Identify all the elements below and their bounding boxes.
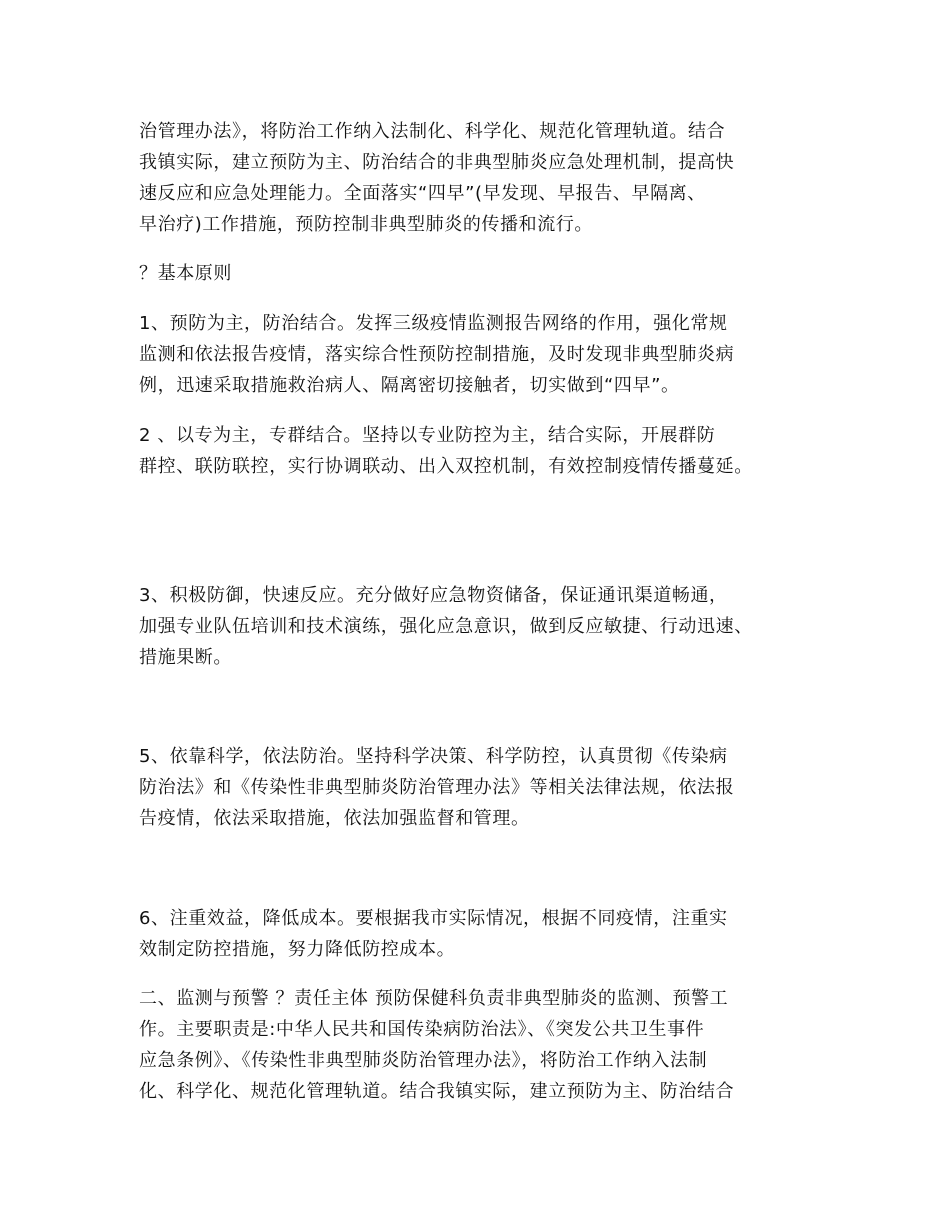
paragraph-line: 化、科学化、规范化管理轨道。结合我镇实际，建立预防为主、防治结合 bbox=[139, 1081, 735, 1102]
paragraph-line: 例，迅速采取措施救治病人、隔离密切接触者，切实做到“四早”。 bbox=[139, 375, 680, 396]
paragraph-3 bbox=[139, 308, 829, 401]
paragraph-7 bbox=[139, 903, 829, 965]
paragraph-line: 治管理办法》，将防治工作纳入法制化、科学化、规范化管理轨道。结合 bbox=[139, 121, 726, 142]
section-heading-basic-principles bbox=[139, 258, 829, 289]
paragraph-8 bbox=[139, 983, 829, 1107]
paragraph-line: 监测和依法报告疫情，落实综合性预防控制措施，及时发现非典型肺炎病 bbox=[139, 344, 735, 365]
paragraph-line: 措施果断。 bbox=[139, 647, 232, 668]
paragraph-line: 2 、以专为主，专群结合。坚持以专业防控为主，结合实际，开展群防 bbox=[139, 425, 716, 446]
paragraph-line: 6、注重效益，降低成本。要根据我市实际情况，根据不同疫情，注重实 bbox=[139, 908, 728, 929]
paragraph-line: 防治法》和《传染性非典型肺炎防治管理办法》等相关法律法规，依法报 bbox=[139, 777, 735, 798]
paragraph-line: 应急条例》、《传染性非典型肺炎防治管理办法》，将防治工作纳入法制 bbox=[139, 1050, 708, 1071]
paragraph-line: 早治疗)工作措施，预防控制非典型肺炎的传播和流行。 bbox=[139, 214, 594, 235]
paragraph-line: 作。主要职责是:中华人民共和国传染病防治法》、《突发公共卫生事件 bbox=[139, 1019, 705, 1040]
paragraph-line: 1、预防为主，防治结合。发挥三级疫情监测报告网络的作用，强化常规 bbox=[139, 313, 728, 334]
paragraph-line: 加强专业队伍培训和技术演练，强化应急意识，做到反应敏捷、行动迅速、 bbox=[139, 616, 753, 637]
paragraph-line: 5、依靠科学，依法防治。坚持科学决策、科学防控，认真贯彻《传染病 bbox=[139, 746, 728, 767]
paragraph-6 bbox=[139, 741, 829, 834]
paragraph-line: 二、监测与预警 ？责任主体 预防保健科负责非典型肺炎的监测、预警工 bbox=[139, 988, 729, 1009]
paragraph-5 bbox=[139, 580, 829, 673]
paragraph-line: 速反应和应急处理能力。全面落实“四早”(早发现、早报告、早隔离、 bbox=[139, 183, 706, 204]
paragraph-line: 群控、联防联控，实行协调联动、出入双控机制，有效控制疫情传播蔓延。 bbox=[139, 456, 753, 477]
paragraph-1 bbox=[139, 116, 829, 240]
section-heading-text: ？基本原则 bbox=[139, 263, 232, 284]
paragraph-line: 告疫情，依法采取措施，依法加强监督和管理。 bbox=[139, 808, 530, 829]
paragraph-line: 效制定防控措施，努力降低防控成本。 bbox=[139, 939, 456, 960]
paragraph-line: 3、积极防御，快速反应。充分做好应急物资储备，保证通讯渠道畅通， bbox=[139, 585, 728, 606]
paragraph-4 bbox=[139, 420, 829, 482]
paragraph-line: 我镇实际，建立预防为主、防治结合的非典型肺炎应急处理机制，提高快 bbox=[139, 152, 735, 173]
